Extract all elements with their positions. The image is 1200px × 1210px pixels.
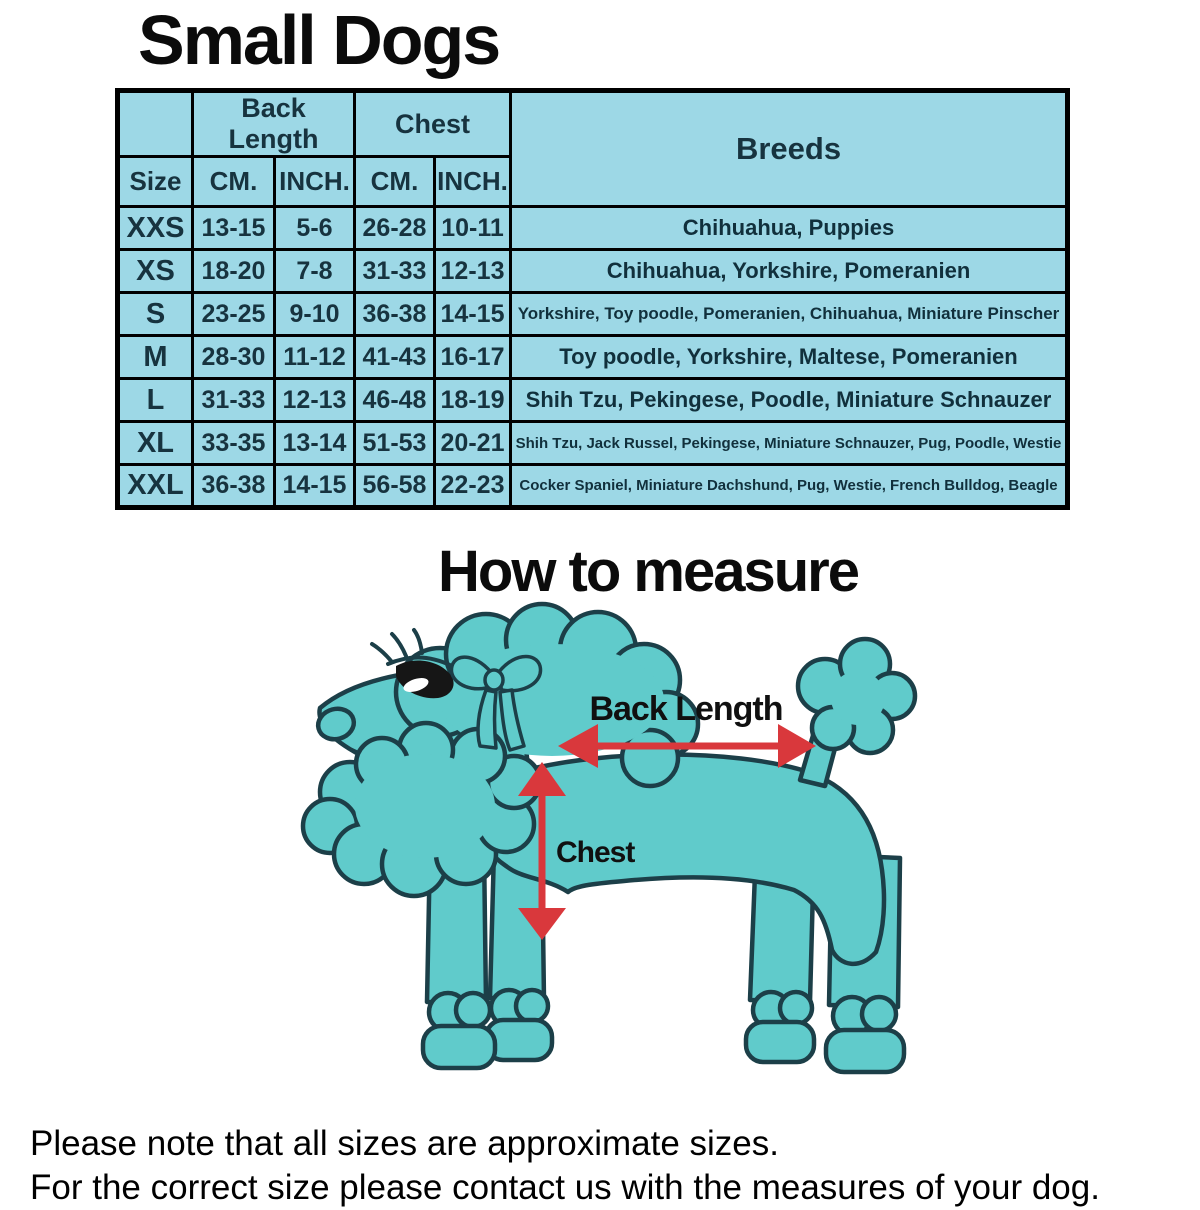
chest-inch-value: 10-11: [435, 207, 511, 250]
breeds-text: Shih Tzu, Pekingese, Poodle, Miniature Schnauzer: [525, 387, 1052, 412]
back-cm-value: 28-30: [193, 336, 275, 379]
breeds-value: [511, 250, 1068, 293]
footer-line-2: For the correct size please contact us with the measures of your dog.: [30, 1168, 1100, 1207]
back-inch-value: 9-10: [275, 293, 355, 336]
chest-cm-value: 41-43: [355, 336, 435, 379]
chest-inch-value: 16-17: [435, 336, 511, 379]
chest-cm-value: 36-38: [355, 293, 435, 336]
size-value: XXS: [118, 207, 193, 250]
size-header: Size: [118, 157, 193, 207]
size-value: S: [118, 293, 193, 336]
breeds-value: [511, 336, 1068, 379]
back-inch-value: 13-14: [275, 422, 355, 465]
table-group-header-row: [118, 91, 1068, 157]
page-title: Small Dogs: [138, 1, 500, 79]
chest-inch-header: INCH.: [435, 157, 511, 207]
table-row: [118, 293, 1068, 336]
chest-cm-value: 51-53: [355, 422, 435, 465]
chest-group-header: Chest: [355, 91, 511, 157]
chest-cm-value: 31-33: [355, 250, 435, 293]
breeds-value: [511, 207, 1068, 250]
back-cm-value: 13-15: [193, 207, 275, 250]
chest-inch-value: 18-19: [435, 379, 511, 422]
chest-label: Chest: [556, 836, 635, 869]
breeds-value: [511, 379, 1068, 422]
breeds-value: [511, 422, 1068, 465]
breeds-value: [511, 293, 1068, 336]
back-length-group-header: Back Length: [193, 91, 355, 157]
table-row: [118, 422, 1068, 465]
size-value: XS: [118, 250, 193, 293]
back-length-label: Back Length: [589, 690, 783, 728]
table-row: [118, 465, 1068, 508]
poodle-measure-diagram: [280, 600, 920, 1120]
back-inch-value: 11-12: [275, 336, 355, 379]
table-row: [118, 336, 1068, 379]
back-inch-value: 5-6: [275, 207, 355, 250]
back-cm-value: 23-25: [193, 293, 275, 336]
chest-inch-value: 14-15: [435, 293, 511, 336]
back-inch-value: 12-13: [275, 379, 355, 422]
size-chart-table: [115, 88, 1070, 510]
empty-corner-cell: [118, 91, 193, 157]
back-inch-value: 7-8: [275, 250, 355, 293]
back-inch-header: INCH.: [275, 157, 355, 207]
breeds-text: Chihuahua, Puppies: [682, 215, 895, 240]
size-value: L: [118, 379, 193, 422]
footer-note: [30, 1122, 1190, 1210]
breeds-header: Breeds: [511, 91, 1068, 207]
breeds-text: Shih Tzu, Jack Russel, Pekingese, Miniature Schnauzer, Pug, Poodle, Westie: [515, 434, 1062, 452]
poodle-tail-pompom: [798, 639, 915, 753]
table-row: [118, 207, 1068, 250]
chest-cm-header: CM.: [355, 157, 435, 207]
size-value: M: [118, 336, 193, 379]
table-row: [118, 250, 1068, 293]
back-cm-header: CM.: [193, 157, 275, 207]
footer-line-1: Please note that all sizes are approximate sizes.: [30, 1124, 779, 1163]
back-cm-value: 18-20: [193, 250, 275, 293]
breeds-text: Chihuahua, Yorkshire, Pomeranien: [606, 258, 971, 283]
chest-inch-value: 12-13: [435, 250, 511, 293]
breeds-value: [511, 465, 1068, 508]
chest-inch-value: 20-21: [435, 422, 511, 465]
table-row: [118, 379, 1068, 422]
breeds-text: Yorkshire, Toy poodle, Pomeranien, Chihuahua, Miniature Pinscher: [517, 304, 1060, 323]
breeds-text: Toy poodle, Yorkshire, Maltese, Pomeranien: [559, 344, 1018, 369]
back-inch-value: 14-15: [275, 465, 355, 508]
how-to-measure-title: How to measure: [438, 539, 858, 604]
size-value: XL: [118, 422, 193, 465]
back-cm-value: 33-35: [193, 422, 275, 465]
chest-inch-value: 22-23: [435, 465, 511, 508]
chest-cm-value: 26-28: [355, 207, 435, 250]
chest-cm-value: 46-48: [355, 379, 435, 422]
size-value: XXL: [118, 465, 193, 508]
back-cm-value: 31-33: [193, 379, 275, 422]
breeds-text: Cocker Spaniel, Miniature Dachshund, Pug, Westie, French Bulldog, Beagle: [519, 477, 1058, 494]
back-cm-value: 36-38: [193, 465, 275, 508]
chest-cm-value: 56-58: [355, 465, 435, 508]
